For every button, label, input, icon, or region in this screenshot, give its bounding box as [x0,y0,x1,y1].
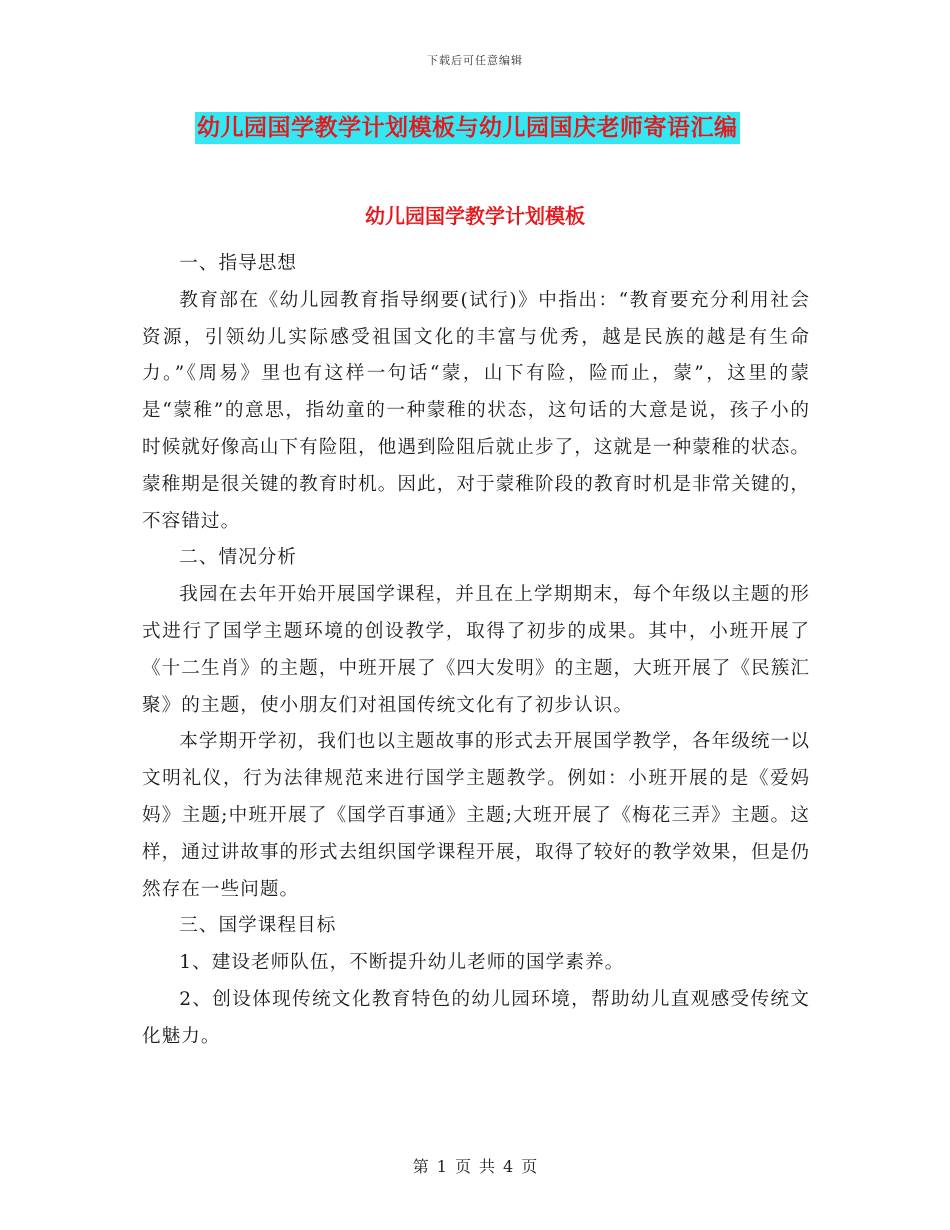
page-label: 第 [412,1157,429,1176]
page-unit: 页 [454,1157,471,1176]
header-note: 下载后可任意编辑 [427,54,523,67]
page-number: 1 [436,1157,447,1176]
heading-course-goals: 三、国学课程目标 [179,915,337,937]
paragraph-situation-analysis-2: 本学期开学初，我们也以主题故事的形式去开展国学教学，各年级统一以文明礼仪，行为法律规范来进行国学主题教学。例如：小班开展的是《爱妈妈》主题;中班开展了《国学百事通》主题;大班开展了《梅花三弄》主题。这样，通过讲故事的形式去组织国学课程开展，取得了较好的教学效果，但是仍然存在一些问题。 [142,731,810,900]
paragraph-situation-analysis-1: 我园在去年开始开展国学课程，并且在上学期期末，每个年级以主题的形式进行了国学主题环境的创设教学，取得了初步的成果。其中，小班开展了《十二生肖》的主题，中班开展了《四大发明》的主题，大班开展了《民簇汇聚》的主题，使小朋友们对祖国传统文化有了初步认识。 [142,584,810,716]
total-label: 共 [479,1157,496,1176]
goal-item-2: 2、创设体现传统文化教育特色的幼儿园环境，帮助幼儿直观感受传统文化魅力。 [142,988,810,1047]
goal-item-1: 1、建设老师队伍，不断提升幼儿老师的国学素养。 [179,952,625,974]
document-body [142,246,810,1056]
page-footer [0,1154,950,1177]
paragraph-guiding-ideology: 教育部在《幼儿园教育指导纲要(试行)》中指出：“教育要充分利用社会资源，引领幼儿实际感受祖国文化的丰富与优秀，越是民族的越是有生命力。”《周易》里也有这样一句话“蒙，山下有险，险而止，蒙”，这里的蒙是“蒙稚”的意思，指幼童的一种蒙稚的状态，这句话的大意是说，孩子小的时候就好像高山下有险阻，他遇到险阻后就止步了，这就是一种蒙稚的状态。蒙稚期是很关键的教育时机。因此，对于蒙稚阶段的教育时机是非常关键的，不容错过。 [142,289,810,532]
total-pages: 4 [503,1157,514,1176]
document-title: 幼儿园国学教学计划模板与幼儿园国庆老师寄语汇编 [195,112,740,144]
section-title: 幼儿园国学教学计划模板 [365,204,585,228]
heading-guiding-ideology: 一、指导思想 [179,253,298,274]
heading-situation-analysis: 二、情况分析 [179,547,298,569]
total-unit: 页 [521,1157,538,1176]
